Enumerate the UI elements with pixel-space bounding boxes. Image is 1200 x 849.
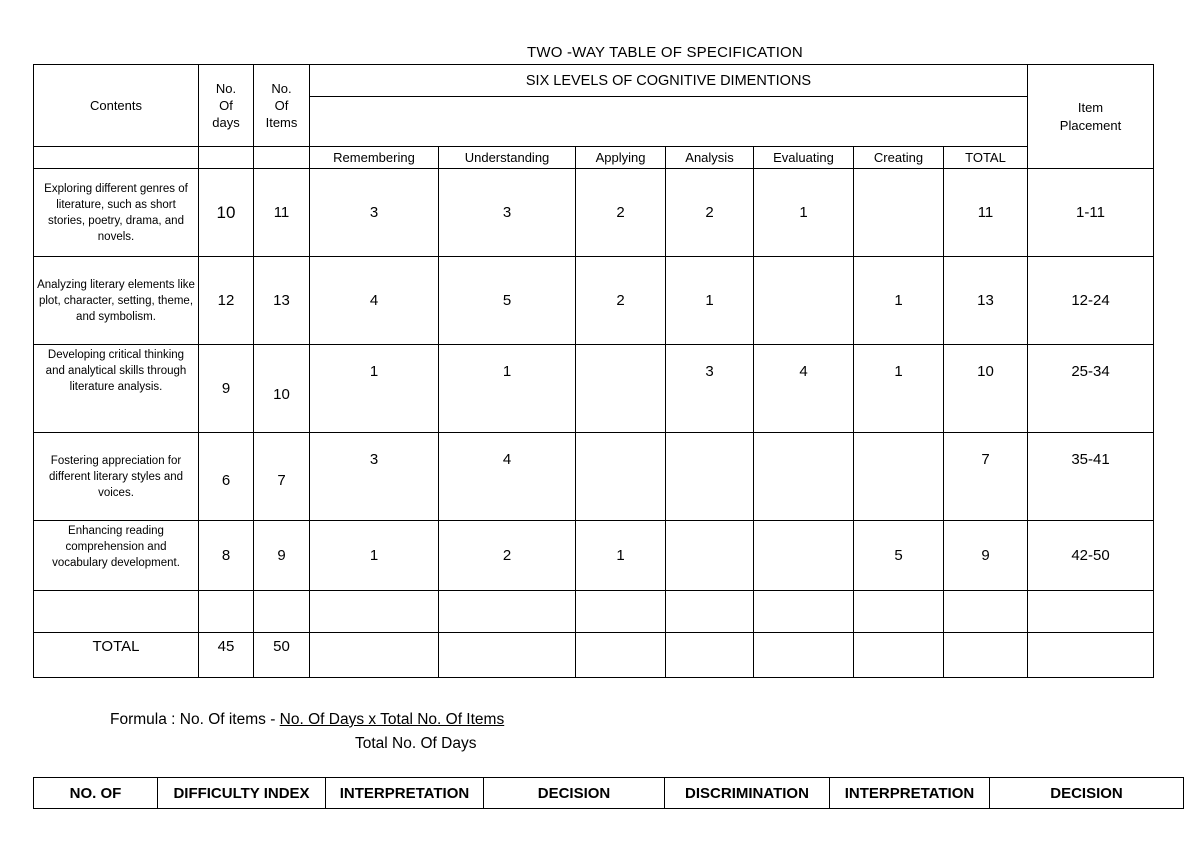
header-no-of-days: No. Of days	[199, 65, 254, 147]
blank-cell	[1028, 633, 1154, 678]
row-total: 13	[944, 257, 1028, 345]
total-label: TOTAL	[34, 633, 199, 678]
header-no-of-items: No. Of Items	[254, 65, 310, 147]
row-applying: 1	[576, 521, 666, 591]
blank-cell	[854, 591, 944, 633]
document-title: TWO -WAY TABLE OF SPECIFICATION	[527, 44, 803, 61]
row-evaluating	[754, 257, 854, 345]
blank-cell	[666, 633, 754, 678]
item-analysis-table	[33, 777, 1184, 809]
row-content: Enhancing reading comprehension and vocabulary development.	[34, 521, 199, 591]
row-applying	[576, 433, 666, 521]
level-total: TOTAL	[944, 147, 1028, 169]
row-days: 9	[199, 345, 254, 433]
formula-denominator: Total No. Of Days	[355, 735, 477, 752]
blank-cell	[944, 633, 1028, 678]
row-days: 8	[199, 521, 254, 591]
level-evaluating: Evaluating	[754, 147, 854, 169]
blank-cell	[34, 147, 199, 169]
blank-cell	[854, 633, 944, 678]
col-discrimination: DISCRIMINATION	[665, 778, 830, 809]
row-total: 10	[944, 345, 1028, 433]
level-analysis: Analysis	[666, 147, 754, 169]
row-content: Developing critical thinking and analytical skills through literature analysis.	[34, 345, 199, 433]
blank-cell	[310, 591, 439, 633]
row-days: 6	[199, 433, 254, 521]
col-decision-2: DECISION	[990, 778, 1184, 809]
table-row	[34, 521, 1154, 591]
row-days: 10	[199, 169, 254, 257]
row-understanding: 2	[439, 521, 576, 591]
total-row	[34, 633, 1154, 678]
row-applying: 2	[576, 257, 666, 345]
row-evaluating	[754, 521, 854, 591]
row-creating: 1	[854, 257, 944, 345]
row-understanding: 1	[439, 345, 576, 433]
row-analysis: 1	[666, 257, 754, 345]
formula-prefix: Formula : No. Of items -	[110, 711, 280, 728]
header-item-placement: Item Placement	[1028, 65, 1154, 169]
blank-cell	[944, 591, 1028, 633]
row-content: Exploring different genres of literature, such as short stories, poetry, drama, and novels.	[34, 169, 199, 257]
total-days: 45	[199, 633, 254, 678]
row-items: 11	[254, 169, 310, 257]
row-remembering: 3	[310, 433, 439, 521]
blank-cell	[1028, 591, 1154, 633]
blank-cell	[576, 633, 666, 678]
empty-row	[34, 591, 1154, 633]
row-understanding: 3	[439, 169, 576, 257]
table-row	[34, 257, 1154, 345]
col-decision: DECISION	[484, 778, 665, 809]
blank-cell	[254, 147, 310, 169]
row-content: Analyzing literary elements like plot, character, setting, theme, and symbolism.	[34, 257, 199, 345]
blank-cell	[310, 633, 439, 678]
row-items: 13	[254, 257, 310, 345]
blank-cell	[754, 591, 854, 633]
row-analysis: 3	[666, 345, 754, 433]
row-total: 11	[944, 169, 1028, 257]
blank-cell	[199, 591, 254, 633]
row-applying	[576, 345, 666, 433]
header-blank-band	[310, 97, 1028, 147]
row-analysis: 2	[666, 169, 754, 257]
header-cognitive-levels: SIX LEVELS OF COGNITIVE DIMENTIONS	[310, 65, 1028, 97]
level-remembering: Remembering	[310, 147, 439, 169]
header-contents: Contents	[34, 65, 199, 147]
row-total: 7	[944, 433, 1028, 521]
row-placement: 1-11	[1028, 169, 1154, 257]
table-row	[34, 345, 1154, 433]
row-remembering: 1	[310, 345, 439, 433]
level-understanding: Understanding	[439, 147, 576, 169]
row-creating: 5	[854, 521, 944, 591]
row-creating: 1	[854, 345, 944, 433]
blank-cell	[199, 147, 254, 169]
row-creating	[854, 433, 944, 521]
row-remembering: 3	[310, 169, 439, 257]
row-placement: 35-41	[1028, 433, 1154, 521]
formula-numerator: No. Of Days x Total No. Of Items	[279, 711, 505, 728]
col-interpretation: INTERPRETATION	[326, 778, 484, 809]
total-items: 50	[254, 633, 310, 678]
blank-cell	[576, 591, 666, 633]
row-content: Fostering appreciation for different literary styles and voices.	[34, 433, 199, 521]
row-remembering: 4	[310, 257, 439, 345]
row-items: 9	[254, 521, 310, 591]
row-items: 7	[254, 433, 310, 521]
level-creating: Creating	[854, 147, 944, 169]
row-items: 10	[254, 345, 310, 433]
formula	[110, 708, 505, 752]
specification-table	[33, 64, 1154, 678]
row-total: 9	[944, 521, 1028, 591]
blank-cell	[666, 591, 754, 633]
level-applying: Applying	[576, 147, 666, 169]
blank-cell	[754, 633, 854, 678]
row-evaluating	[754, 433, 854, 521]
row-analysis	[666, 521, 754, 591]
row-evaluating: 4	[754, 345, 854, 433]
row-placement: 12-24	[1028, 257, 1154, 345]
row-evaluating: 1	[754, 169, 854, 257]
row-understanding: 4	[439, 433, 576, 521]
col-difficulty-index: DIFFICULTY INDEX	[158, 778, 326, 809]
row-understanding: 5	[439, 257, 576, 345]
blank-cell	[34, 591, 199, 633]
row-creating	[854, 169, 944, 257]
row-analysis	[666, 433, 754, 521]
row-placement: 25-34	[1028, 345, 1154, 433]
row-days: 12	[199, 257, 254, 345]
blank-cell	[439, 633, 576, 678]
blank-cell	[254, 591, 310, 633]
row-applying: 2	[576, 169, 666, 257]
blank-cell	[439, 591, 576, 633]
col-interpretation-2: INTERPRETATION	[830, 778, 990, 809]
table-row	[34, 433, 1154, 521]
row-remembering: 1	[310, 521, 439, 591]
table-row	[34, 169, 1154, 257]
row-placement: 42-50	[1028, 521, 1154, 591]
col-no-of: NO. OF	[34, 778, 158, 809]
